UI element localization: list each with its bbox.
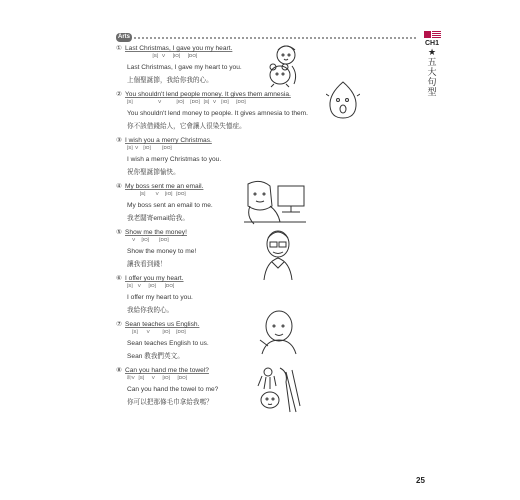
bald-man-illustration xyxy=(258,308,298,356)
entry-number: ④ xyxy=(116,183,122,190)
grammar-tags: [S] V [IO] [DO] xyxy=(127,191,186,196)
example-sentence: Can you hand me the towel? xyxy=(125,367,209,374)
example-entry-1 xyxy=(116,45,242,85)
example-sentence: Last Christmas, I gave you my heart. xyxy=(125,45,233,52)
entry-number: ⑤ xyxy=(116,229,122,236)
girl-hugging-bear-illustration xyxy=(262,42,308,88)
grammar-tags: [S] V [IO] [DO] xyxy=(127,53,198,58)
rewritten-sentence: My boss sent an email to me. xyxy=(127,202,213,209)
grammar-tags: 助V [S] V [IO] [DO] xyxy=(127,375,187,380)
chapter-side-tab xyxy=(420,31,444,97)
chapter-label: CH1 xyxy=(424,40,439,47)
rewritten-sentence: Sean teaches English to us. xyxy=(127,340,209,347)
grammar-tags: [S] V [IO] [DO] xyxy=(127,145,172,150)
chapter-mark-icon xyxy=(420,31,444,38)
entry-number: ⑦ xyxy=(116,321,122,328)
entry-number: ① xyxy=(116,45,122,52)
example-sentence: My boss sent me an email. xyxy=(125,183,204,190)
entry-number: ② xyxy=(116,91,122,98)
chinese-translation: 你可以把那條毛巾拿給我嗎？ xyxy=(127,399,213,406)
example-sentence: You shouldn't lend people money. It gives them amnesia. xyxy=(125,91,291,98)
chinese-translation: 讓我看到錢！ xyxy=(127,261,167,268)
entry-number: ⑧ xyxy=(116,367,122,374)
example-sentence: I offer you my heart. xyxy=(125,275,184,282)
page-number: 25 xyxy=(416,476,425,485)
example-entry-4 xyxy=(116,183,213,223)
section-badge: Arts xyxy=(117,34,130,40)
entry-number: ③ xyxy=(116,137,122,144)
example-entry-2 xyxy=(116,91,308,131)
chinese-translation: 我給你我的心。 xyxy=(127,307,174,314)
chinese-translation: Sean 教我們英文。 xyxy=(127,353,184,360)
old-man-illustration xyxy=(260,228,296,280)
chinese-translation: 我老闆寄email給我。 xyxy=(127,215,189,222)
example-sentence: I wish you a merry Christmas. xyxy=(125,137,212,144)
chapter-title: 五大句型 xyxy=(427,57,437,97)
example-entry-7 xyxy=(116,321,209,361)
shower-towel-illustration xyxy=(252,366,302,416)
rewritten-sentence: Last Christmas, I gave my heart to you. xyxy=(127,64,242,71)
rewritten-sentence: I offer my heart to you. xyxy=(127,294,193,301)
example-entry-6 xyxy=(116,275,193,315)
chinese-translation: 祝你聖誕節愉快。 xyxy=(127,169,180,176)
example-entry-3 xyxy=(116,137,221,177)
grammar-tags: V [IO] [DO] xyxy=(127,237,169,242)
boss-at-computer-illustration xyxy=(244,178,306,226)
chinese-translation: 上個聖誕節，我給你我的心。 xyxy=(127,77,213,84)
entry-number: ⑥ xyxy=(116,275,122,282)
example-sentence: Show me the money! xyxy=(125,229,187,236)
chinese-translation: 你不該借錢給人，它會讓人很染失憶症。 xyxy=(127,123,246,130)
rewritten-sentence: I wish a merry Christmas to you. xyxy=(127,156,222,163)
rewritten-sentence: Show the money to me! xyxy=(127,248,197,255)
rewritten-sentence: You shouldn't lend money to people. It gives amnesia to them. xyxy=(127,110,308,117)
example-entry-5 xyxy=(116,229,196,269)
star-icon: ★ xyxy=(427,47,437,57)
grammar-tags: [S] V [IO] [DO] xyxy=(127,283,175,288)
example-entry-8 xyxy=(116,367,218,407)
example-sentence: Sean teaches us English. xyxy=(125,321,200,328)
grammar-tags: [S] V [IO] [DO] xyxy=(127,329,186,334)
rewritten-sentence: Can you hand the towel to me? xyxy=(127,386,219,393)
grammar-tags: [S] V [IO] [DO] [S] V [IO] [DO] xyxy=(127,99,246,104)
confused-drop-character-illustration xyxy=(326,80,360,120)
header-dotted-rule xyxy=(134,37,416,39)
